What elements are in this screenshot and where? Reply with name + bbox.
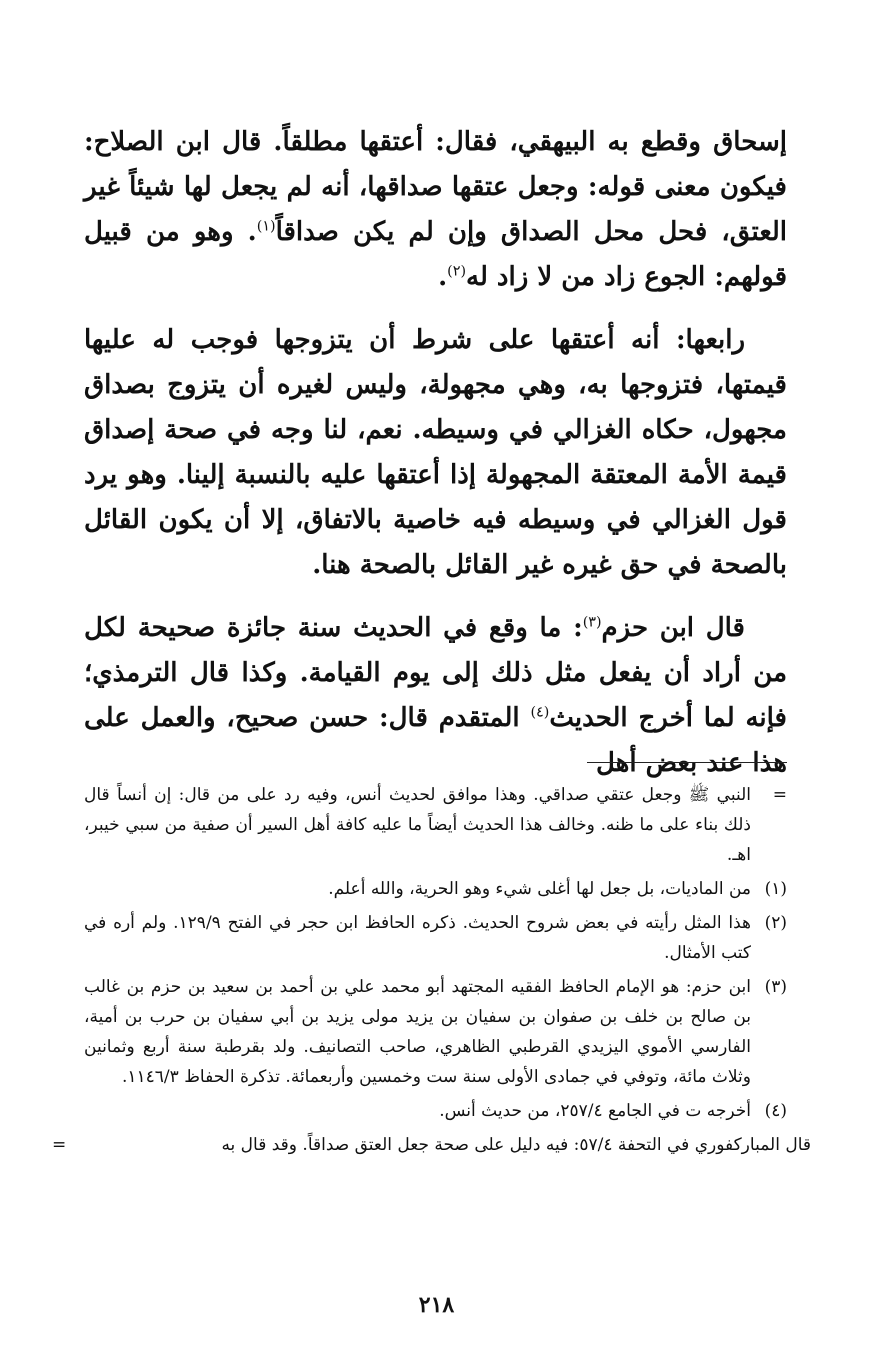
paragraph-lead: رابعها: bbox=[675, 325, 745, 355]
footnote-text: أخرجه ت في الجامع ٢٥٧/٤، من حديث أنس. bbox=[439, 1101, 751, 1121]
footnote-trailing: قال المباركفوري في التحفة ٥٧/٤: فيه دليل على صحة جعل العتق صداقاً. وقد قال به = bbox=[84, 1130, 811, 1160]
footnote-1 bbox=[84, 874, 787, 904]
paragraph-2: رابعها: أنه أعتقها على شرط أن يتزوجها فوجب له عليها قيمتها، فتزوجها به، وهي مجهولة، وليس لغيره أن يتزوج بصداق مجهول، حكاه الغزالي في وسيطه. نعم، لنا وجه في صحة إصداق قيمة الأمة المعتقة المجهولة إذا أعتقها عليه بالنسبة إلينا. وهو يرد قول الغزالي في وسيطه فيه خاصية بالاتفاق، إلا أن يكون القائل بالصحة في حق غيره غير القائل بالصحة هنا. bbox=[84, 325, 787, 580]
footnote-number: (١) bbox=[764, 879, 787, 899]
footnote-ref-3: (٣) bbox=[582, 614, 602, 631]
footnote-4 bbox=[84, 1096, 787, 1126]
footnote-number: (٢) bbox=[764, 913, 787, 933]
main-text bbox=[84, 120, 787, 786]
continuation-mark: = bbox=[772, 785, 787, 805]
footnote-2 bbox=[84, 908, 787, 968]
paragraph-3: قال ابن حزم$^{(٣)}$: ما وقع في الحديث سنة جائزة صحيحة لكل من أراد أن يفعل مثل ذلك إلى يوم القيامة. وكذا قال الترمذي؛ فإنه لما أخرج الحديث$^{(٤)}$ المتقدم قال: حسن صحيح، والعمل على هذا عند بعض أهل bbox=[84, 613, 787, 778]
footnote-text: هذا المثل رأيته في بعض شروح الحديث. ذكره الحافظ ابن حجر في الفتح ١٢٩/٩. ولم أره في كتب الأمثال. bbox=[84, 913, 751, 963]
paragraph-1: إسحاق وقطع به البيهقي، فقال: أعتقها مطلقاً. قال ابن الصلاح: فيكون معنى قوله: وجعل عتقها صداقها، أنه لم يجعل لها شيئاً غير العتق، فحل محل الصداق وإن لم يكن صداقاً$^{(١)}$. وهو من قبيل قولهم: الجوع زاد من لا زاد له$^{(٢)}$. bbox=[84, 127, 788, 292]
trailing-mark: = bbox=[52, 1135, 67, 1155]
page-number: ٢١٨ bbox=[418, 1292, 455, 1318]
footnote-separator bbox=[587, 762, 787, 763]
footnote-number: (٤) bbox=[764, 1101, 787, 1121]
footnote-ref-2: (٢) bbox=[447, 263, 467, 280]
footnote-3 bbox=[84, 972, 787, 1092]
footnote-continuation: = النبي ﷺ وجعل عتقي صداقي. وهذا موافق لحديث أنس، وفيه رد على من قال: إن أنساً قال ذلك بناء على ما ظنه. وخالف هذا الحديث أيضاً ما عليه كافة أهل السير أن صفية من سبي خيبر، اهـ. bbox=[84, 780, 787, 870]
footnote-text: من الماديات، بل جعل لها أغلى شيء وهو الحرية، والله أعلم. bbox=[328, 879, 751, 899]
footnote-ref-4: (٤) bbox=[530, 704, 550, 721]
footnote-number: (٣) bbox=[764, 977, 787, 997]
footnote-ref-1: (١) bbox=[256, 218, 276, 235]
footnotes bbox=[52, 780, 811, 1160]
footnote-text: ابن حزم: هو الإمام الحافظ الفقيه المجتهد أبو محمد علي بن أحمد بن سعيد بن حزم بن غالب بن صالح بن خلف بن صفوان بن سفيان بن يزيد مولى يزيد بن أبي سفيان بن حرب بن أمية، الفارسي الأموي اليزيدي القرطبي الظاهري، صاحب التصانيف. ولد بقرطبة سنة أربع وثمانين وثلاث مائة، وتوفي في جمادى الأولى سنة ست وخمسين وأربعمائة. تذكرة الحفاظ ١١٤٦/٣. bbox=[84, 977, 751, 1087]
